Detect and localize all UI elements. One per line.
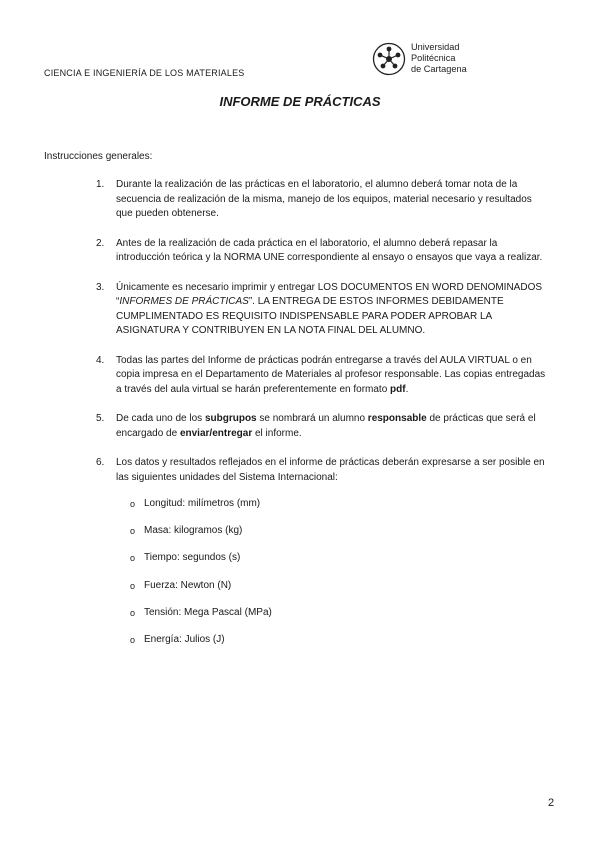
university-logo xyxy=(372,42,482,78)
text-run: De cada uno de los xyxy=(116,413,205,424)
text-run: el informe. xyxy=(252,427,302,439)
bold-text: subgrupos xyxy=(204,413,257,424)
unit-item xyxy=(130,607,272,634)
bullet-icon: o xyxy=(130,580,136,591)
bold-text: enviar/entregar xyxy=(179,427,253,439)
logo-text xyxy=(411,42,467,75)
instruction-text xyxy=(116,178,548,222)
instruction-number: 6. xyxy=(96,457,105,468)
instructions-list xyxy=(96,178,548,500)
page-number: 2 xyxy=(548,797,555,809)
instruction-number: 5. xyxy=(96,413,105,424)
text-run: se nombrará un alumno xyxy=(256,413,368,424)
unit-label: Masa: kilogramos (kg) xyxy=(144,525,243,537)
instruction-number: 4. xyxy=(96,354,105,366)
text-run: Los datos y resultados reflejados en el informe de prácticas deberán expresarse a ser posible en las siguientes unidades del Sistema Internacional: xyxy=(116,457,545,483)
instruction-text xyxy=(116,354,548,398)
instruction-item xyxy=(96,412,548,441)
unit-item xyxy=(130,580,272,607)
course-header: CIENCIA E INGENIERÍA DE LOS MATERIALES xyxy=(44,68,245,78)
logo-line: Politécnica xyxy=(411,53,456,63)
instruction-item xyxy=(96,456,548,485)
instruction-text xyxy=(116,237,548,266)
unit-label: Tiempo: segundos (s) xyxy=(144,552,241,564)
instructions-heading: Instrucciones generales: xyxy=(44,151,153,162)
instruction-text xyxy=(116,456,548,485)
instruction-item xyxy=(96,354,548,398)
bold-text: responsable xyxy=(367,413,427,424)
italic-text: INFORMES DE PRÁCTICAS xyxy=(119,296,249,307)
bold-text: pdf xyxy=(390,383,406,395)
text-run: Durante la realización de las prácticas en el laboratorio, el alumno deberá tomar nota de la secuencia de realización de la misma, manejo de los equipos, material necesario y resultados que pueden obtenerse. xyxy=(116,179,532,219)
units-list xyxy=(130,498,272,661)
text-run: Antes de la realización de cada práctica en el laboratorio, el alumno deberá repasar la introducción teórica y la NORMA UNE correspondiente al ensayo o ensayos que vaya a realizar. xyxy=(116,237,543,263)
text-run: de prácticas que será el encargado de xyxy=(116,413,536,439)
instruction-item xyxy=(96,281,548,339)
bullet-icon: o xyxy=(130,526,136,537)
instruction-number: 3. xyxy=(96,281,105,293)
text-run: ”. LA ENTREGA DE ESTOS INFORMES DEBIDAMENTE CUMPLIMENTADO ES REQUISITO INDISPENSABLE PARA PODER APROBAR LA ASIGNATURA Y CONTRIBUYEN EN LA NOTA FINAL DEL ALUMNO. xyxy=(116,296,504,336)
instruction-item xyxy=(96,178,548,222)
page-title: INFORME DE PRÁCTICAS xyxy=(219,94,381,109)
bullet-icon: o xyxy=(130,607,136,618)
unit-label: Tensión: Mega Pascal (MPa) xyxy=(144,606,272,618)
unit-label: Energía: Julios (J) xyxy=(144,633,225,645)
text-run: . xyxy=(405,383,409,395)
instruction-text xyxy=(116,412,548,441)
bullet-icon: o xyxy=(130,499,136,509)
instruction-text xyxy=(116,281,548,339)
unit-label: Fuerza: Newton (N) xyxy=(144,579,232,591)
instruction-number: 1. xyxy=(96,179,105,190)
unit-item xyxy=(130,552,272,579)
university-emblem-icon xyxy=(372,42,406,76)
bullet-icon: o xyxy=(130,553,136,564)
logo-line: Universidad xyxy=(411,42,460,52)
text-run: Todas las partes del Informe de prácticas podrán entregarse a través del AULA VIRTUAL o en copia impresa en el Departamento de Materiales al profesor responsable. Las copias entregadas a través del aula virtual se harán preferentemente en formato xyxy=(116,354,546,395)
unit-item xyxy=(130,634,272,661)
unit-item xyxy=(130,525,272,552)
text-run: Únicamente es necesario imprimir y entregar LOS DOCUMENTOS EN WORD DENOMINADOS “ xyxy=(116,281,543,307)
bullet-icon: o xyxy=(130,634,136,645)
instruction-number: 2. xyxy=(96,237,105,249)
instruction-item xyxy=(96,237,548,266)
unit-item xyxy=(130,498,272,525)
logo-line: de Cartagena xyxy=(411,64,467,74)
unit-label: Longitud: milímetros (mm) xyxy=(144,498,261,509)
